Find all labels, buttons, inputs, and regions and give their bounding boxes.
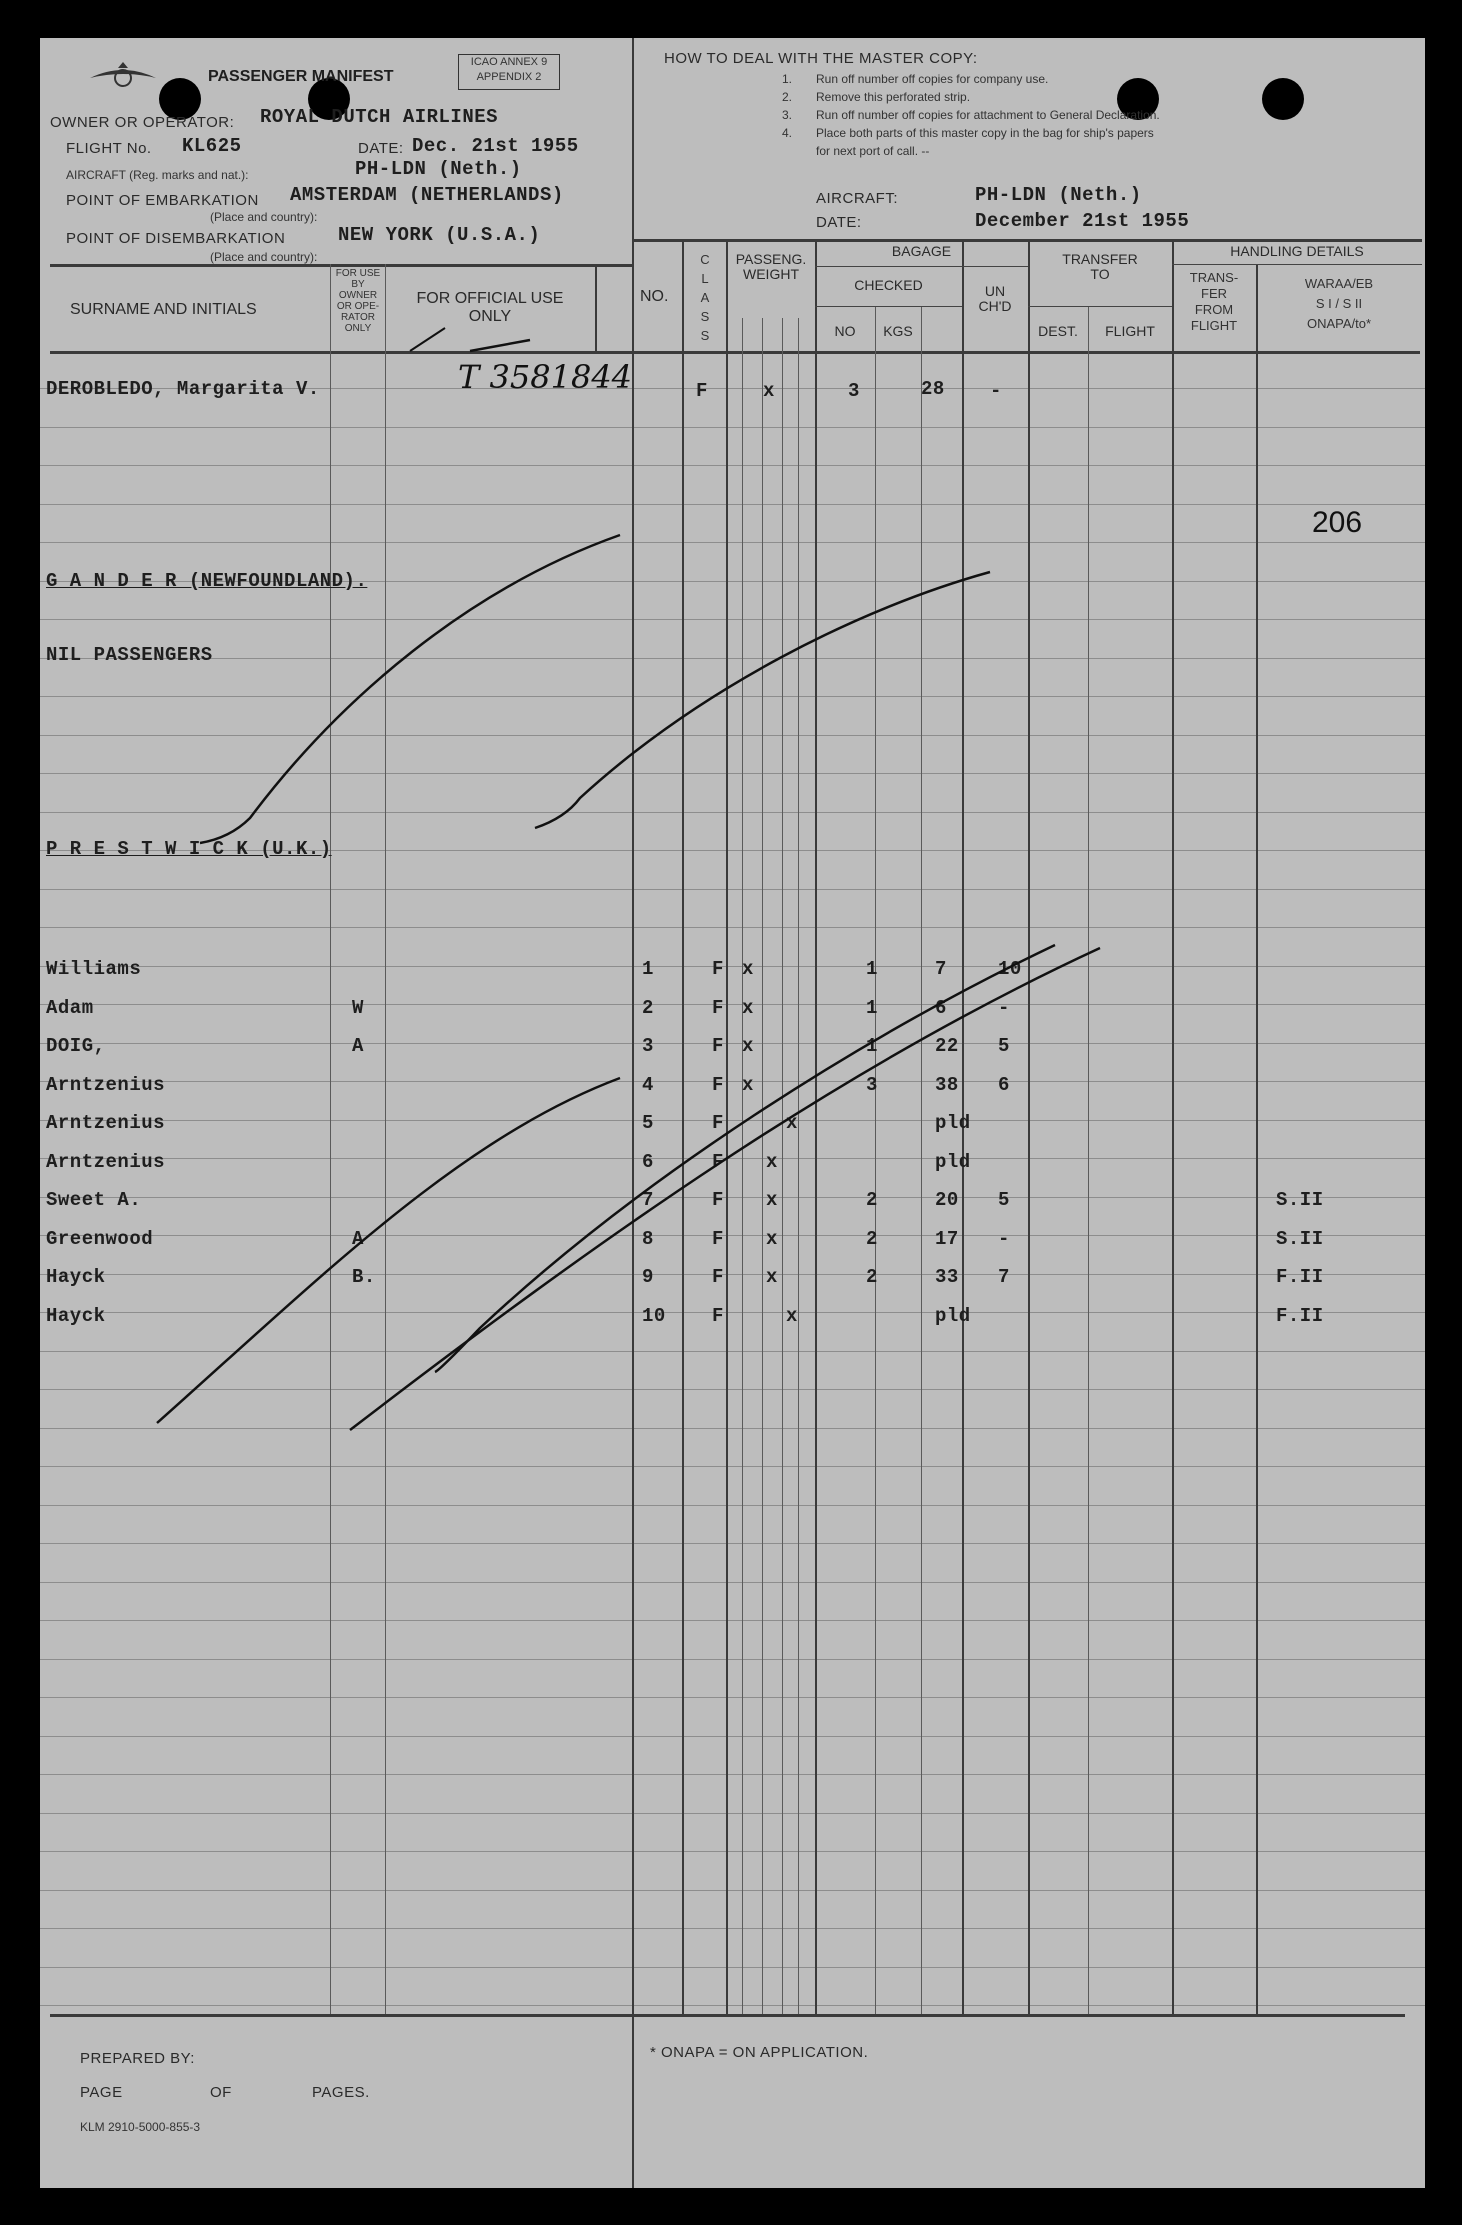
passenger-initials: A	[352, 1035, 364, 1057]
passenger-class: F	[712, 1074, 724, 1096]
disembark-label: POINT OF DISEMBARKATION	[66, 230, 286, 247]
col-unchd-line: CH'D	[978, 298, 1012, 315]
instruction-number: 1.	[782, 72, 793, 86]
baggage-unchd: 5	[998, 1035, 1010, 1057]
instruction-text: Run off number off copies for company use.	[816, 72, 1049, 86]
instruction-text: Run off number off copies for attachment to General Declaration.	[816, 108, 1160, 122]
form-code: KLM 2910-5000-855-3	[80, 2120, 201, 2134]
passenger-class: F	[712, 1112, 724, 1134]
embark-value: AMSTERDAM (NETHERLANDS)	[290, 184, 564, 206]
col-dest: DEST.	[1038, 323, 1078, 339]
baggage-kgs: pld	[935, 1112, 971, 1134]
passenger-name: Arntzenius	[46, 1112, 166, 1134]
col-handling: HANDLING DETAILS	[1230, 243, 1364, 259]
col-owner-use-line: RATOR	[340, 312, 376, 323]
col-class-letter: A	[700, 290, 710, 305]
handwritten-strike-lines	[40, 38, 1425, 2188]
passenger-weight: x	[766, 1189, 778, 1211]
instr-date-label: DATE:	[816, 214, 862, 231]
col-transfer-from-line: TRANS-	[1189, 270, 1239, 285]
passenger-name: Hayck	[46, 1266, 106, 1288]
handling-details: S.II	[1276, 1228, 1324, 1250]
passenger-name: Williams	[46, 958, 142, 980]
passenger-number: 4	[642, 1074, 654, 1096]
nil-passengers: NIL PASSENGERS	[46, 644, 213, 666]
section-prestwick: P R E S T W I C K (U.K.)	[46, 838, 332, 860]
baggage-unchd: 6	[998, 1074, 1010, 1096]
col-bagage: BAGAGE	[891, 243, 952, 259]
instruction-text: Place both parts of this master copy in the bag for ship's papers	[816, 126, 1154, 140]
passenger-number: 7	[642, 1189, 654, 1211]
passenger-class: F	[712, 958, 724, 980]
passenger-name: DEROBLEDO, Margarita V.	[46, 378, 320, 400]
passenger-weight: x	[766, 1151, 778, 1173]
baggage-count: 2	[866, 1266, 878, 1288]
baggage-unchd: 5	[998, 1189, 1010, 1211]
instruction-number: 3.	[782, 108, 793, 122]
passenger-initials: W	[352, 997, 364, 1019]
passenger-name: Arntzenius	[46, 1151, 166, 1173]
date-label: DATE:	[358, 140, 404, 157]
baggage-count: 1	[866, 1035, 878, 1057]
col-no: NO.	[640, 288, 669, 305]
col-checked-no: NO	[834, 323, 856, 339]
col-waraa-line: WARAA/EB	[1304, 276, 1374, 291]
col-class-letter: S	[700, 328, 710, 343]
instruction-text: Remove this perforated strip.	[816, 90, 971, 104]
aircraft-label: AIRCRAFT (Reg. marks and nat.):	[66, 168, 249, 182]
col-owner-use-line: FOR USE	[335, 268, 381, 279]
col-flight: FLIGHT	[1105, 323, 1155, 339]
passenger-class: F	[712, 1189, 724, 1211]
passenger-initials: B.	[352, 1266, 376, 1288]
passenger-class: F	[696, 380, 708, 402]
embark-label: POINT OF EMBARKATION	[66, 192, 259, 209]
instr-date-value: December 21st 1955	[975, 210, 1190, 232]
icao-line: ICAO ANNEX 9	[470, 56, 548, 68]
col-transfer-from-line: FER	[1201, 286, 1227, 301]
col-class-letter: C	[700, 252, 710, 267]
col-owner-use-line: OR OPE-	[336, 301, 380, 312]
col-official-line: FOR OFFICIAL USE	[416, 290, 564, 307]
section-gander: G A N D E R (NEWFOUNDLAND).	[46, 570, 368, 592]
baggage-count: 1	[866, 997, 878, 1019]
passenger-number: 9	[642, 1266, 654, 1288]
col-waraa-line: S I / S II	[1315, 296, 1363, 311]
passenger-weight: x	[766, 1266, 778, 1288]
passenger-number: 5	[642, 1112, 654, 1134]
col-owner-use-line: ONLY	[344, 323, 372, 334]
flight-label: FLIGHT No.	[66, 140, 152, 157]
col-unchd-line: UN	[984, 283, 1006, 299]
instr-aircraft-label: AIRCRAFT:	[816, 190, 899, 207]
col-surname: SURNAME AND INITIALS	[70, 301, 257, 318]
passenger-class: F	[712, 997, 724, 1019]
disembark-value: NEW YORK (U.S.A.)	[338, 224, 541, 246]
baggage-kgs: 38	[935, 1074, 959, 1096]
baggage-kgs: pld	[935, 1305, 971, 1327]
col-class-letter: S	[700, 309, 710, 324]
place-note: (Place and country):	[210, 250, 318, 264]
passenger-name: DOIG,	[46, 1035, 106, 1057]
owner-value: ROYAL DUTCH AIRLINES	[260, 106, 499, 128]
col-weight-line: WEIGHT	[743, 266, 799, 283]
place-note: (Place and country):	[210, 210, 318, 224]
form-title: PASSENGER MANIFEST	[208, 68, 394, 85]
footer-of: OF	[210, 2084, 232, 2101]
col-class-letter: L	[701, 271, 709, 286]
baggage-unchd: -	[998, 1228, 1010, 1250]
baggage-count: 3	[866, 1074, 878, 1096]
passenger-weight: x	[763, 380, 775, 402]
passenger-class: F	[712, 1305, 724, 1327]
baggage-unchd: -	[990, 380, 1002, 402]
baggage-kgs: 6	[935, 997, 947, 1019]
passenger-name: Sweet A.	[46, 1189, 142, 1211]
passenger-weight: x	[742, 1035, 754, 1057]
baggage-kgs: 22	[935, 1035, 959, 1057]
passenger-number: 3	[642, 1035, 654, 1057]
baggage-count: 2	[866, 1228, 878, 1250]
passenger-initials: A	[352, 1228, 364, 1250]
date-value: Dec. 21st 1955	[412, 135, 579, 157]
prepared-by: PREPARED BY:	[80, 2050, 195, 2067]
instr-aircraft-value: PH-LDN (Neth.)	[975, 184, 1142, 206]
col-transfer-from-line: FROM	[1194, 302, 1234, 317]
passenger-weight: x	[786, 1112, 798, 1134]
col-weight-line: PASSENG.	[735, 251, 807, 267]
flight-value: KL625	[182, 135, 242, 157]
baggage-count: 2	[866, 1189, 878, 1211]
baggage-kgs: 20	[935, 1189, 959, 1211]
passenger-weight: x	[742, 997, 754, 1019]
passenger-name: Adam	[46, 997, 94, 1019]
owner-label: OWNER OR OPERATOR:	[50, 114, 235, 131]
passenger-class: F	[712, 1151, 724, 1173]
baggage-kgs: pld	[935, 1151, 971, 1173]
aircraft-value: PH-LDN (Neth.)	[355, 158, 522, 180]
handling-details: F.II	[1276, 1305, 1324, 1327]
icao-line: APPENDIX 2	[476, 71, 542, 83]
baggage-kgs: 28	[921, 378, 945, 400]
passenger-class: F	[712, 1035, 724, 1057]
passenger-weight: x	[766, 1228, 778, 1250]
onapa-note: * ONAPA = ON APPLICATION.	[650, 2044, 869, 2061]
passenger-number: 8	[642, 1228, 654, 1250]
passenger-name: Greenwood	[46, 1228, 154, 1250]
passenger-name: Arntzenius	[46, 1074, 166, 1096]
col-transfer-from-line: FLIGHT	[1190, 318, 1238, 333]
col-waraa-line: ONAPA/to*	[1306, 316, 1372, 331]
col-checked: CHECKED	[854, 277, 923, 293]
manifest-sheet	[40, 38, 1425, 2188]
col-owner-use-line: OWNER	[338, 290, 378, 301]
page-number: 206	[1312, 506, 1363, 539]
baggage-kgs: 7	[935, 958, 947, 980]
passenger-weight: x	[786, 1305, 798, 1327]
baggage-unchd: -	[998, 997, 1010, 1019]
passenger-weight: x	[742, 1074, 754, 1096]
baggage-count: 1	[866, 958, 878, 980]
passenger-class: F	[712, 1266, 724, 1288]
instruction-number: 4.	[782, 126, 793, 140]
passenger-number: 1	[642, 958, 654, 980]
baggage-unchd: 10	[998, 958, 1022, 980]
baggage-kgs: 33	[935, 1266, 959, 1288]
col-owner-use-line: BY	[351, 279, 365, 290]
baggage-unchd: 7	[998, 1266, 1010, 1288]
col-checked-kgs: KGS	[883, 323, 913, 339]
col-transfer-line: TRANSFER	[1062, 251, 1138, 267]
passenger-name: Hayck	[46, 1305, 106, 1327]
passenger-number: 6	[642, 1151, 654, 1173]
baggage-count: 3	[848, 380, 860, 402]
col-official-line: ONLY	[468, 307, 512, 325]
handling-details: S.II	[1276, 1189, 1324, 1211]
passenger-number: 2	[642, 997, 654, 1019]
baggage-kgs: 17	[935, 1228, 959, 1250]
instructions-title: HOW TO DEAL WITH THE MASTER COPY:	[664, 50, 978, 67]
passenger-weight: x	[742, 958, 754, 980]
passenger-number: 10	[642, 1305, 666, 1327]
instruction-number: 2.	[782, 90, 793, 104]
instruction-text: for next port of call. --	[816, 144, 930, 158]
footer-pages: PAGES.	[312, 2084, 370, 2101]
col-transfer-line: TO	[1090, 266, 1110, 283]
handling-details: F.II	[1276, 1266, 1324, 1288]
official-handwritten-number: T 3581844	[458, 358, 633, 396]
footer-page: PAGE	[80, 2084, 123, 2101]
passenger-class: F	[712, 1228, 724, 1250]
